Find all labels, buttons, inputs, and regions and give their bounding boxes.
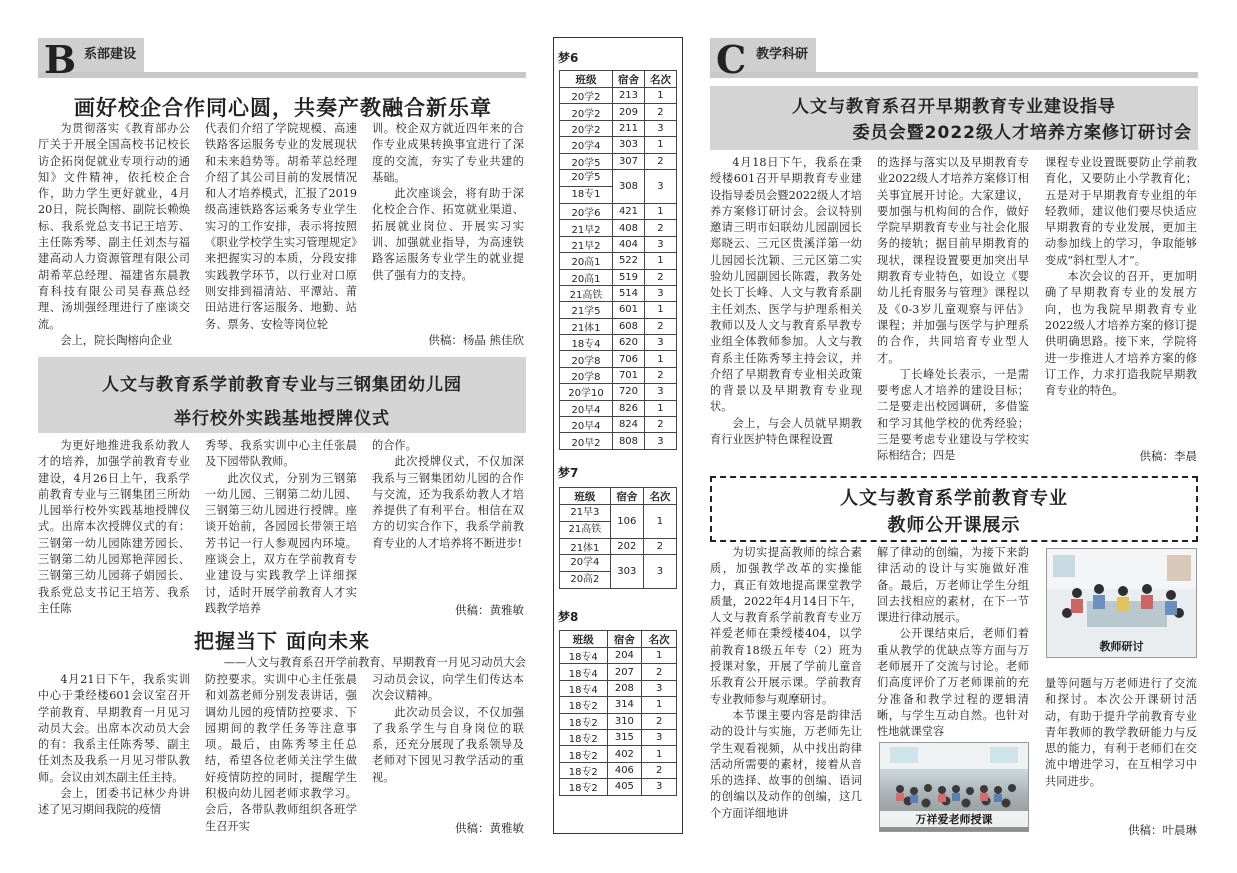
paragraph: 课程专业设置既要防止学前教育化，又要防止小学教育化；五是对于早期教育专业组的年轻教师，建议他们要尽快适应早期教育的专业发展，更加主动参加线上的学习，争取能够变成“斜杠型人才”。: [1045, 156, 1197, 267]
table-row: [560, 104, 677, 120]
table-row: [560, 555, 677, 589]
dorm-group-title: 梦7: [558, 466, 579, 480]
class-cell: 20学8: [560, 351, 613, 367]
rank-cell: 1: [644, 203, 676, 219]
dorm-cell: 213: [613, 88, 645, 104]
dorm-cell: 402: [607, 746, 642, 762]
column-header: 名次: [642, 631, 677, 648]
class-cell: 20学4: [560, 137, 613, 153]
rank-cell: 1: [644, 253, 676, 269]
article-column: [372, 438, 524, 583]
paragraph: 量等问题与万老师进行了交流和探讨。本次公开课研讨活动，有助于提升学前教育专业青年教师的教学教研能力与反思的能力，有利于老师们在交流中增进学习，在互相学习中共同进步。: [1045, 677, 1197, 788]
rank-cell: 1: [644, 88, 676, 104]
rank-cell: 3: [642, 680, 677, 696]
column-header: 名次: [644, 71, 676, 88]
table-row: [560, 746, 677, 762]
article-column: [372, 672, 524, 802]
class-cell: 18专4: [560, 680, 608, 696]
dorm-cell: 601: [613, 302, 645, 318]
class-cell: 18专4: [560, 648, 608, 664]
rank-cell: 3: [642, 779, 677, 795]
class-cell: 18专2: [560, 713, 608, 729]
dorm-cell: 207: [607, 664, 642, 680]
dorm-cell: 209: [613, 104, 645, 120]
paragraph: 训。校企双方就近四年来的合作专业成果转换事宜进行了深度的交流，夯实了专业共建的基础。: [372, 122, 524, 184]
article-column: [205, 121, 357, 353]
class-cell: 18专4: [560, 335, 613, 351]
dorm-cell: 307: [613, 153, 645, 169]
article-column: [1045, 676, 1197, 811]
rank-cell: 3: [644, 236, 676, 252]
class-cell: 20高1: [560, 269, 613, 285]
table-row: [560, 367, 677, 383]
rank-cell: 2: [643, 539, 676, 555]
table-row: [560, 269, 677, 285]
rank-cell: 2: [644, 269, 676, 285]
rank-cell: 1: [642, 697, 677, 713]
rank-cell: 2: [642, 664, 677, 680]
column-header: 班级: [560, 71, 613, 88]
rank-cell: 1: [644, 302, 676, 318]
class-cell: 20学2: [560, 88, 613, 104]
paragraph: 公开课结束后，老师们着重从教学的优缺点等方面与万老师展开了交流与讨论。老师们高度评价了万老师课前的充分准备和教学过程的逻辑清晰，与学生互动自然。也针对性地就课堂容: [877, 627, 1029, 739]
dorm-cell: 406: [607, 762, 642, 778]
dorm-cell: 826: [613, 400, 645, 416]
dorm-table: [559, 487, 677, 589]
table-row: [560, 120, 677, 136]
article-column: [372, 121, 524, 321]
paragraph: 解了律动的创编，为接下来韵律活动的设计与实施做好准备。最后，万老师让学生分组回去找相应的素材，在下一节课进行律动展示。: [877, 546, 1029, 625]
rank-cell: 1: [643, 505, 676, 539]
article-title-line2: 教师公开课展示: [887, 515, 1021, 536]
section-letter: C: [716, 37, 747, 82]
paragraph: 此次授牌仪式，不仅加深我系与三钢集团幼儿园的合作与交流，还为我系幼教人才培养提供了有利平台。相信在双方的切实合作下，我系学前教育专业的人才培养将不断进步!: [372, 455, 524, 550]
paragraph: 会上，与会人员就早期教育行业医护特色课程设置: [710, 416, 862, 447]
article-column: [1045, 155, 1197, 425]
table-row: [560, 88, 677, 104]
class-cell: 21体1: [560, 539, 611, 555]
dorm-cell: 824: [613, 417, 645, 433]
class-cell: 21学5: [560, 302, 613, 318]
dorm-cell: 608: [613, 318, 645, 334]
class-cell: 20学6: [560, 203, 613, 219]
table-row: [560, 713, 677, 729]
rank-cell: 2: [642, 762, 677, 778]
article-column: [877, 155, 1029, 465]
paragraph: 的选择与落实以及早期教育专业2022级人才培养方案修订相关事宜展开讨论。大家建议，要加强与机构间的合作，做好学院早期教育专业与社会化服务的接轨；据目前早期教育的现状，课程设置要更加突出早期教育专业特色，如设立《婴幼儿托育服务与管理》课程以及《0-3岁儿童观察与评估》课程；并加强与医学与护理系的合作，共同培育专业型人才。: [877, 156, 1029, 365]
class-cell: 21高铁: [560, 285, 613, 301]
article-source: 供稿：杨晶 熊佳欣: [428, 333, 524, 347]
dorm-cell: 720: [613, 384, 645, 400]
class-cell: 18专2: [560, 779, 608, 795]
paragraph: 本节课主要内容是韵律活动的设计与实施，万老师先让学生观看视频，从中找出韵律活动所需要的素材，接着从音乐的选择、故事的创编、语词的创编以及动作的创编，这几个方面详细地讲: [710, 708, 862, 820]
paragraph: 为更好地推进我系幼教人才的培养，加强学前教育专业建设，4月26日上午，我系学前教育专业与三钢集团三所幼儿园举行校外实践基地授牌仪式。出席本次授牌仪式的有：三钢第一幼儿园陈建芳园长、三钢第二幼儿园郑艳萍园长、三钢第三幼儿园蒋子娟园长、我系党总支书记王培芳、我系主任陈: [38, 439, 190, 615]
dorm-cell: 204: [607, 648, 642, 664]
class-cell: 20学4 20高2: [560, 555, 611, 589]
article-title-line1: 人文与教育系学前教育专业: [840, 488, 1068, 509]
dorm-cell: 211: [613, 120, 645, 136]
table-row: [560, 169, 677, 203]
rank-cell: 3: [642, 729, 677, 745]
rank-cell: 3: [644, 285, 676, 301]
dorm-cell: 314: [607, 697, 642, 713]
table-row: [560, 417, 677, 433]
class-cell: 18专2: [560, 697, 608, 713]
table-row: [560, 153, 677, 169]
column-header: 宿舍: [610, 488, 643, 505]
class-cell: 20学10: [560, 384, 613, 400]
column-header: 宿舍: [613, 71, 645, 88]
class-cell: 18专4: [560, 664, 608, 680]
class-cell: 20学5 18专1: [560, 169, 613, 203]
paragraph: 防控要求。实训中心主任张晨和刘荔老师分别发表讲话，强调幼儿园的疫情防控要求、下园期间的教学任务等注意事项。最后，由陈秀琴主任总结，希望各位老师关注学生做好疫情防控的同时，提醒学生积极向幼儿园老师求教学习。会后，各带队教师组织各班学生召开实: [205, 673, 357, 833]
article-column: [710, 155, 862, 465]
rank-cell: 3: [644, 169, 676, 203]
rank-cell: 1: [642, 648, 677, 664]
discussion-photo: [1046, 548, 1197, 658]
article-title-line1: 人文与教育系学前教育专业与三钢集团幼儿园: [102, 375, 462, 395]
dorm-cell: 310: [607, 713, 642, 729]
photo-caption: 万祥爱老师授课: [880, 811, 1028, 827]
dorm-cell: 308: [613, 169, 645, 203]
column-header: 名次: [643, 488, 676, 505]
article-column: [38, 438, 190, 618]
paragraph: 本次会议的召开，更加明确了早期教育专业的发展方向，也为我院早期教育专业2022级人才培养方案的修订提供明确思路。接下来，学院将进一步推进人才培养方案的修订工作，力求打造我院早期教育专业的特色。: [1045, 270, 1197, 398]
class-cell: 20学5: [560, 153, 613, 169]
class-cell: 18专2: [560, 762, 608, 778]
dorm-cell: 106: [610, 505, 643, 539]
rank-cell: 2: [644, 220, 676, 236]
article-title-line1: 人文与教育系召开早期教育专业建设指导: [792, 97, 1116, 117]
class-cell: 20学2: [560, 120, 613, 136]
section-rule: [710, 72, 1198, 78]
table-row: [560, 539, 677, 555]
rank-cell: 2: [644, 318, 676, 334]
article-source: 供稿：黄雅敏: [455, 603, 524, 617]
paragraph: 习动员会议，向学生们传达本次会议精神。: [372, 673, 524, 703]
table-row: [560, 220, 677, 236]
rank-cell: 2: [644, 153, 676, 169]
dorm-cell: 519: [613, 269, 645, 285]
class-cell: 21早2: [560, 236, 613, 252]
rank-cell: 2: [644, 104, 676, 120]
rank-cell: 2: [644, 367, 676, 383]
table-row: [560, 137, 677, 153]
section-label: 系部建设: [84, 47, 137, 62]
section-c-header: [710, 38, 1198, 82]
dorm-cell: 701: [613, 367, 645, 383]
rank-cell: 3: [644, 384, 676, 400]
article-title: 把握当下 面向未来: [194, 629, 370, 653]
column-header: 班级: [560, 488, 611, 505]
dorm-group-title: 梦8: [558, 610, 579, 624]
dorm-cell: 208: [607, 680, 642, 696]
dorm-cell: 522: [613, 253, 645, 269]
article-source: 供稿：叶晨琳: [1128, 823, 1197, 837]
article-title-line2: 委员会暨2022级人才培养方案修订研讨会: [852, 123, 1192, 143]
table-row: [560, 664, 677, 680]
rank-cell: 2: [642, 713, 677, 729]
dorm-cell: 408: [613, 220, 645, 236]
article-column: [38, 121, 190, 353]
class-cell: 21体1: [560, 318, 613, 334]
class-cell: 20早4: [560, 417, 613, 433]
table-row: [560, 335, 677, 351]
article-column: [38, 672, 190, 834]
rank-cell: 2: [644, 417, 676, 433]
class-cell: 18专2: [560, 729, 608, 745]
rank-cell: 3: [644, 120, 676, 136]
table-row: [560, 285, 677, 301]
paragraph: 4月18日下午，我系在秉绶楼601召开早期教育专业建设指导委员会暨2022级人才培养方案修订研讨会。会议特别邀请三明市妇联幼儿园副园长郑晓云、三元区贵溪洋第一幼儿园园长沈颖、三元区第二实验幼儿园副园长陈霞，教务处处长丁长峰、人文与教育系副主任刘杰、医学与护理系相关教师以及人文与教育系早教专业组全体教师参加。人文与教育系主任陈秀琴主持会议，并介绍了早期教育专业相关政策的背景以及早期教育专业现状。: [710, 156, 862, 414]
table-header-row: [560, 71, 677, 88]
class-cell: 20早4: [560, 400, 613, 416]
article-source: 供稿：李晨: [1139, 449, 1197, 463]
paragraph: 的合作。: [372, 439, 417, 452]
article-column: [710, 545, 862, 835]
paragraph: 代表们介绍了学院规模、高速铁路客运服务专业的发展现状和未来趋势等。胡希苹总经理介绍了其公司目前的发展情况和人才培养模式，汇报了2019级高速铁路客运乘务专业学生实习的工作安排，表示将按照《职业学校学生实习管理规定》来把握实习的本质，分段安排实践教学环节，以行业对口原则安排到福清站、平潭站、莆田站进行客运服务、地勤、站务、票务、安检等岗位轮: [205, 122, 357, 331]
class-cell: 20高1: [560, 253, 613, 269]
rank-cell: 1: [644, 400, 676, 416]
photo-caption: 教师研讨: [1099, 640, 1144, 653]
rank-cell: 1: [644, 351, 676, 367]
dorm-cell: 514: [613, 285, 645, 301]
table-row: [560, 351, 677, 367]
dorm-cell: 303: [610, 555, 643, 589]
dorm-cell: 706: [613, 351, 645, 367]
dorm-cell: 202: [610, 539, 643, 555]
dorm-group-title: 梦6: [558, 51, 579, 65]
rank-cell: 3: [643, 555, 676, 589]
table-row: [560, 762, 677, 778]
section-letter: B: [44, 37, 77, 82]
dorm-table: [559, 70, 677, 450]
table-row: [560, 697, 677, 713]
table-row: [560, 203, 677, 219]
table-row: [560, 433, 677, 449]
class-cell: 20学8: [560, 367, 613, 383]
table-row: [560, 779, 677, 795]
paragraph: 4月21日下午，我系实训中心于秉经楼601会议室召开学前教育、早期教育一月见习动员大会。出席本次动员大会的有：我系主任陈秀琴、副主任刘杰及我系一月见习带队教师。会议由刘杰副主任主持。: [38, 673, 190, 784]
column-header: 宿舍: [607, 631, 642, 648]
dorm-cell: 315: [607, 729, 642, 745]
rank-cell: 1: [644, 137, 676, 153]
class-cell: 20早2: [560, 433, 613, 449]
class-cell: 21早3 21高铁: [560, 505, 611, 539]
class-cell: 18专2: [560, 746, 608, 762]
table-row: [560, 680, 677, 696]
table-row: [560, 505, 677, 539]
paragraph: 会上，院长陶榕向企业: [60, 333, 173, 347]
section-rule: [38, 72, 526, 78]
dorm-cell: 808: [613, 433, 645, 449]
paragraph: 此次仪式，分别为三钢第一幼儿园、三钢第二幼儿园、三钢第三幼儿园进行授牌。座谈开始前，各园园长带领王培芳书记一行人参观园内环境。座谈会上，双方在学前教育专业建设与实践教学上详细探讨，适时开展学前教育人才实践教学培养: [205, 471, 357, 615]
paragraph: 此次座谈会，将有助于深化校企合作、拓宽就业渠道、拓展就业岗位、开展实习实训、加强就业指导，为高速铁路客运服务专业学生的就业提供了强有力的支持。: [372, 187, 524, 282]
article-column: [205, 672, 357, 834]
table-row: [560, 384, 677, 400]
article-source: 供稿：黄雅敏: [455, 821, 524, 835]
class-cell: 21早2: [560, 220, 613, 236]
paragraph: 此次动员会议，不仅加强了我系学生与自身岗位的联系，还充分展现了我系领导及老师对下园见习教学活动的重视。: [372, 705, 524, 784]
table-row: [560, 648, 677, 664]
paragraph: 为贯彻落实《教育部办公厅关于开展全国高校书记校长访企拓岗促就业专项行动的通知》文件精神，依托校企合作，助力学生更好就业，4月20日，院长陶榕、副院长赖焕标、我系党总支书记王培芳、主任陈秀琴、副主任刘杰与福建高动人力资源管理有限公司胡希苹总经理、福建省东晨教育科技有限公司吴春燕总经理、汤圳强经理进行了座谈交流。: [38, 122, 190, 331]
dorm-cell: 404: [613, 236, 645, 252]
dorm-cell: 421: [613, 203, 645, 219]
rank-cell: 1: [642, 746, 677, 762]
table-header-row: [560, 631, 677, 648]
dorm-cell: 303: [613, 137, 645, 153]
rank-cell: 3: [644, 335, 676, 351]
table-row: [560, 729, 677, 745]
table-row: [560, 253, 677, 269]
dorm-ranking-column: [553, 37, 683, 834]
paragraph: 为切实提高教师的综合素质，加强教学改革的实操能力，真正有效地提高课堂教学质量，2022年4月14日下午，人文与教育系学前教育专业万祥爱老师在秉绶楼404，以学前教育18级五年专（2）班为授课对象，开展了学前儿童音乐教育公开展示课。学前教育专业教师参与观摩研讨。: [710, 546, 862, 706]
article-column: [877, 545, 1029, 741]
table-row: [560, 236, 677, 252]
paragraph: 秀琴、我系实训中心主任张晨及下园带队教师。: [205, 439, 357, 469]
paragraph: 会上，团委书记林少舟讲述了见习期间我院的疫情: [38, 787, 190, 817]
article-column: [205, 438, 357, 618]
column-header: 班级: [560, 631, 608, 648]
dorm-cell: 405: [607, 779, 642, 795]
table-row: [560, 302, 677, 318]
table-row: [560, 400, 677, 416]
section-b-header: [38, 38, 526, 82]
class-cell: 20学2: [560, 104, 613, 120]
article-subtitle: ——人文与教育系召开学前教育、早期教育一月见习动员大会: [223, 656, 526, 669]
paragraph: 丁长峰处长表示，一是需要考虑人才培养的建设目标；二是要走出校园调研，多借鉴和学习其他学校的优秀经验；三是要考虑专业建设与学校实际相结合；四是: [877, 367, 1029, 463]
table-row: [560, 318, 677, 334]
classroom-photo: [879, 742, 1029, 832]
dorm-table: [559, 630, 677, 796]
article-title: 画好校企合作同心圆，共奏产教融合新乐章: [74, 96, 492, 120]
section-label: 教学科研: [756, 47, 809, 62]
table-header-row: [560, 488, 677, 505]
rank-cell: 3: [644, 433, 676, 449]
article-title-line2: 举行校外实践基地授牌仪式: [174, 409, 390, 429]
dorm-cell: 620: [613, 335, 645, 351]
